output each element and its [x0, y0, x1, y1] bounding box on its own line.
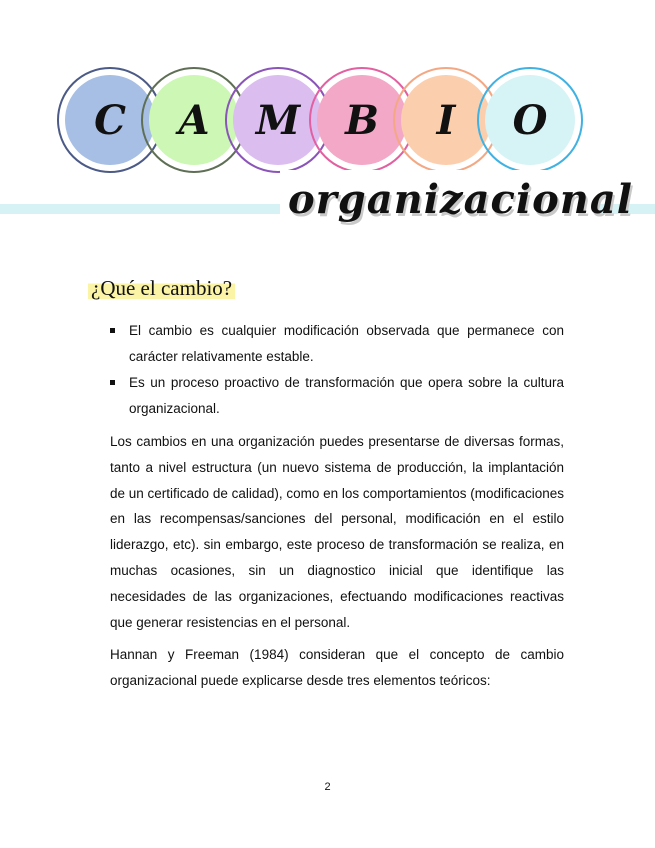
title-letter: C: [94, 96, 126, 144]
title-letter: I: [436, 96, 456, 144]
bullet-square-icon: [110, 328, 115, 333]
paragraph: Hannan y Freeman (1984) consideran que el concepto de cambio organizacional puede explicarse desde tres elementos teóricos:: [110, 647, 564, 688]
bullet-square-icon: [110, 380, 115, 385]
bullet-text: El cambio es cualquier modificación observada que permanece con carácter relativamente estable.: [129, 323, 564, 364]
title-circle-o: [477, 67, 583, 173]
bullet-list: [110, 318, 564, 422]
subtitle-box: [280, 170, 633, 236]
title-letter: O: [512, 96, 548, 144]
title-letter: A: [178, 96, 210, 144]
page-number: 2: [324, 781, 331, 793]
title-letter: M: [255, 96, 301, 144]
bullet-item: [110, 370, 564, 422]
bullet-item: [110, 318, 564, 370]
bullet-text: Es un proceso proactivo de transformación que opera sobre la cultura organizacional.: [129, 375, 564, 416]
title-letter: B: [345, 96, 379, 144]
paragraph: Los cambios en una organización puedes presentarse de diversas formas, tanto a nivel estructura (un nuevo sistema de producción, la implantación de un certificado de calidad), como en los comportamientos (modificaciones en las recompensas/sanciones del personal, modificación en el estilo liderazgo, etc). sin embargo, este proceso de transformación se realiza, en muchas ocasiones, sin un diagnostico inicial que identifique las necesidades de las organizaciones, efectuando modificaciones reactivas que generar resistencias en el personal.: [110, 434, 564, 630]
title-circles: [57, 67, 587, 177]
subtitle-text: organizacional: [288, 176, 633, 223]
section-heading: ¿Qué el cambio?: [88, 276, 235, 301]
